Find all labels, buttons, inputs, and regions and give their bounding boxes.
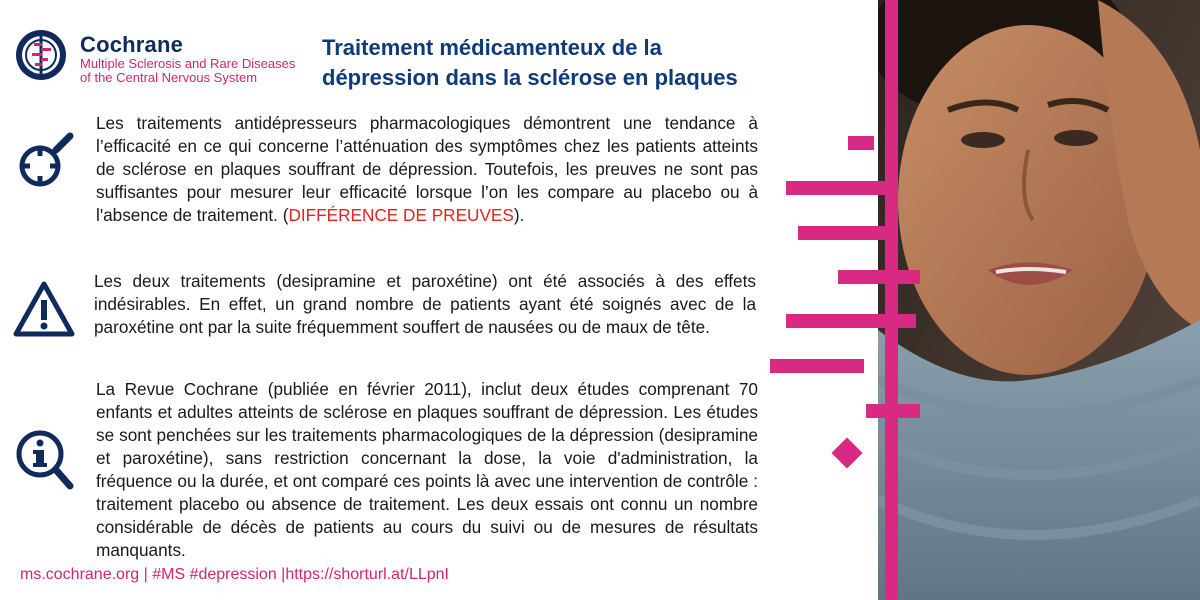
woman-photo-illustration bbox=[878, 0, 1200, 600]
decor-bar bbox=[848, 136, 874, 150]
logo-subtitle-line2: of the Central Nervous System bbox=[80, 70, 258, 85]
review-paragraph: La Revue Cochrane (publiée en février 2011), inclut deux études comprenant 70 enfants et adultes atteints de sclérose en plaques souffrant de dépression. Les études se sont penchées sur les traitements pharmacologiques de la dépression (desipramine et paroxétine), sans restriction concernant la dose, la voie d'administration, la fréquence ou la durée, et ont comparé ces points là avec une intervention de contrôle : traitement placebo ou absence de traitement. Les deux essais ont connu un nombre considérable de décès de patients au cours du suivi ou de mesures de résultats manquants. bbox=[96, 379, 758, 560]
logo-name: Cochrane bbox=[80, 32, 184, 57]
info-magnifier-icon bbox=[14, 428, 76, 492]
magenta-stripe bbox=[885, 0, 898, 600]
cochrane-logo-icon bbox=[14, 28, 68, 82]
woman-photo bbox=[878, 0, 1200, 600]
results-suffix: ). bbox=[513, 205, 525, 225]
results-paragraph bbox=[96, 112, 758, 227]
page-title-line1: Traitement médicamenteux de la bbox=[322, 35, 662, 60]
results-text: Les traitements antidépresseurs pharmacologiques démontrent une tendance à l’efficacité en ce qui concerne l’atténuation des symptômes chez les patients atteints de sclérose en plaques souffrant de dépression. Toutefois, les preuves ne sont pas suffisantes pour mesurer leur efficacité lorsque l’on les compare au placebo ou à l'absence de traitement. ( bbox=[96, 113, 758, 225]
decor-bar bbox=[838, 270, 920, 284]
page-title bbox=[322, 33, 842, 93]
side-effects-paragraph: Les deux traitements (desipramine et paroxétine) ont été associés à des effets indésirables. En effet, un grand nombre de patients ayant été soignés avec de la paroxétine ont par la suite fréquemment souffert de nausées ou de maux de tête. bbox=[94, 271, 756, 337]
cochrane-logo bbox=[14, 28, 314, 88]
logo-subtitle-line1: Multiple Sclerosis and Rare Diseases bbox=[80, 56, 296, 71]
evidence-gap-highlight: DIFFÉRENCE DE PREUVES bbox=[288, 205, 514, 225]
decor-bar bbox=[770, 359, 864, 373]
decor-bar bbox=[786, 314, 916, 328]
search-target-icon bbox=[14, 132, 76, 194]
warning-icon bbox=[12, 280, 76, 338]
logo-subtitle bbox=[80, 57, 320, 85]
decor-bar bbox=[798, 226, 888, 240]
footer-links: ms.cochrane.org | #MS #depression |https://shorturl.at/LLpnI bbox=[20, 566, 449, 583]
decor-diamond bbox=[831, 437, 862, 468]
decor-bar bbox=[866, 404, 920, 418]
decor-bar bbox=[786, 181, 888, 195]
page-title-line2: dépression dans la sclérose en plaques bbox=[322, 65, 738, 90]
